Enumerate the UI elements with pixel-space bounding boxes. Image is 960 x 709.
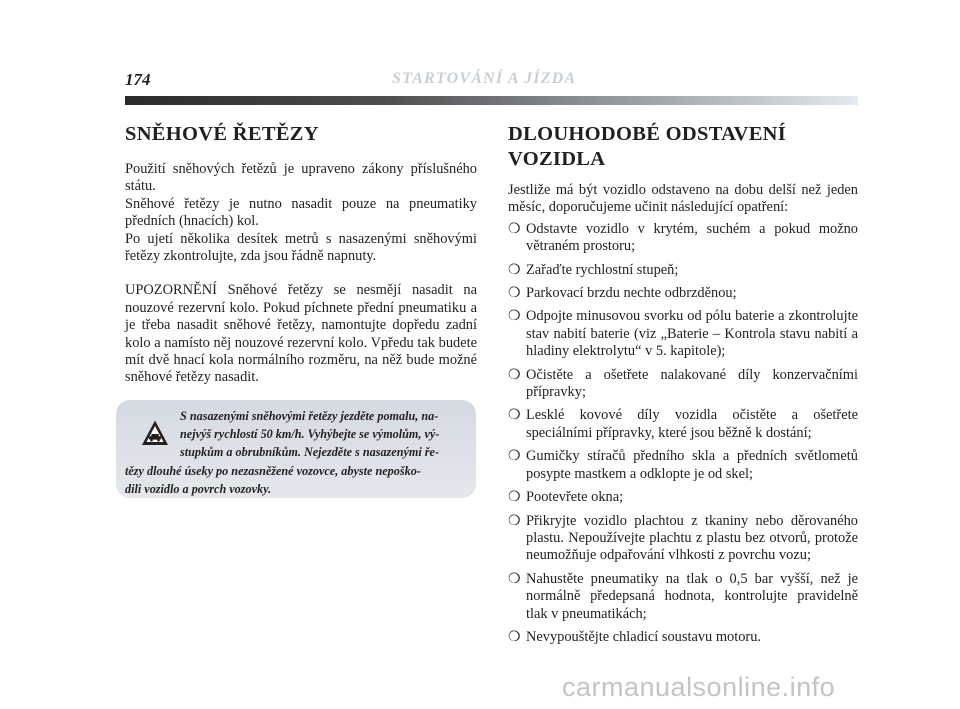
warning-line: dili vozidlo a povrch vozovky. [125, 481, 272, 496]
notice-paragraph: UPOZORNĚNÍ Sněhové řetězy se nesmějí nasadit na nouzové rezervní kolo. Pokud píchnete přední pneumatiku a je třeba nasadit sněhové řetězy, namontujte dopředu zadní kolo a namísto něj nouzové rezervní kolo. Vpředu tak budete mít dvě hnací kola normálního rozměru, na něž bude možné sněhové řetězy nasadit. [125, 282, 477, 386]
long-term-storage-heading [508, 122, 858, 172]
storage-checklist [508, 221, 858, 647]
paragraph-regulation: Použití sněhových řetězů je upraveno zákony příslušného státu. [125, 161, 477, 195]
storage-intro: Jestliže má být vozidlo odstaveno na dobu delší než jeden měsíc, doporučujeme učinit následující opatření: [508, 182, 858, 216]
bullet-icon: ❍ [508, 286, 521, 302]
list-item: ❍ Očistěte a ošetřete nalakované díly konzervačními přípravky; [508, 366, 858, 401]
bullet-icon: ❍ [508, 449, 521, 465]
paragraph-front-wheels: Sněhové řetězy je nutno nasadit pouze na pneumatiky předních (hnacích) kol. [125, 195, 477, 230]
warning-line: S nasazenými sněhovými řetězy jezděte pomalu, na- [180, 409, 439, 423]
snow-chains-heading: SNĚHOVÉ ŘETĚZY [125, 123, 319, 145]
list-item: ❍ Lesklé kovové díly vozidla očistěte a ošetřete speciálními přípravky, které jsou běžně k dostání; [508, 407, 858, 441]
warning-line: nejvýš rychlostí 50 km/h. Vyhýbejte se výmolům, vý- [180, 427, 440, 442]
heading-line: DLOUHODOBÉ ODSTAVENÍ [508, 123, 787, 145]
bullet-icon: ❍ [508, 513, 521, 529]
right-column [508, 122, 858, 652]
paragraph-check-tension: Po ujetí několika desítek metrů s nasazenými sněhovými řetězy zkontrolujte, zda jsou řádně napnuty. [125, 230, 477, 265]
page-number: 174 [125, 70, 151, 89]
bullet-icon: ❍ [508, 309, 521, 325]
list-item: ❍ Parkovací brzdu nechte odbrzděnou; [508, 285, 737, 302]
list-item: ❍ Odstavte vozidlo v krytém, suchém a pokud možno větraném prostoru; [508, 220, 858, 255]
bullet-icon: ❍ [508, 490, 521, 506]
watermark: carmanualsonline.info [562, 672, 836, 702]
heading-line: VOZIDLA [508, 148, 606, 170]
warning-line: tězy dlouhé úseky po nezasněžené vozovce, abyste nepoško- [125, 463, 421, 478]
list-item: ❍ Odpojte minusovou svorku od pólu baterie a zkontrolujte stav nabití baterie (viz „Baterie – Kontrola stavu nabití a hladiny elektrolytu“ v 5. kapitole); [508, 308, 858, 360]
bullet-icon: ❍ [508, 629, 521, 645]
list-item: ❍ Přikryjte vozidlo plachtou z tkaniny nebo děrovaného plastu. Nepoužívejte plachtu z plastu bez otvorů, protože neumožňuje odpařování vlhkosti z povrchu vozu; [508, 512, 858, 564]
header-rule [125, 96, 858, 105]
left-column [125, 122, 477, 387]
bullet-icon: ❍ [508, 408, 521, 424]
list-item: ❍ Pootevřete okna; [508, 489, 624, 506]
list-item: ❍ Nahustěte pneumatiky na tlak o 0,5 bar vyšší, než je normálně předepsaná hodnota, kontrolujte pravidelně tlak v pneumatikách; [508, 570, 858, 622]
list-item: ❍ Zařaďte rychlostní stupeň; [508, 261, 679, 278]
bullet-icon: ❍ [508, 262, 521, 278]
list-item: ❍ Gumičky stíračů předního skla a předních světlometů posypte mastkem a odklopte je od skel; [508, 448, 858, 482]
list-item: ❍ Nevypouštějte chladicí soustavu motoru. [508, 628, 762, 645]
bullet-icon: ❍ [508, 571, 521, 587]
bullet-icon: ❍ [508, 367, 521, 383]
bullet-icon: ❍ [508, 221, 521, 237]
warning-text [125, 407, 465, 498]
warning-line: stupkům a obrubníkům. Nejezděte s nasazenými ře- [180, 445, 440, 460]
running-header: STARTOVÁNÍ A JÍZDA [392, 70, 577, 87]
